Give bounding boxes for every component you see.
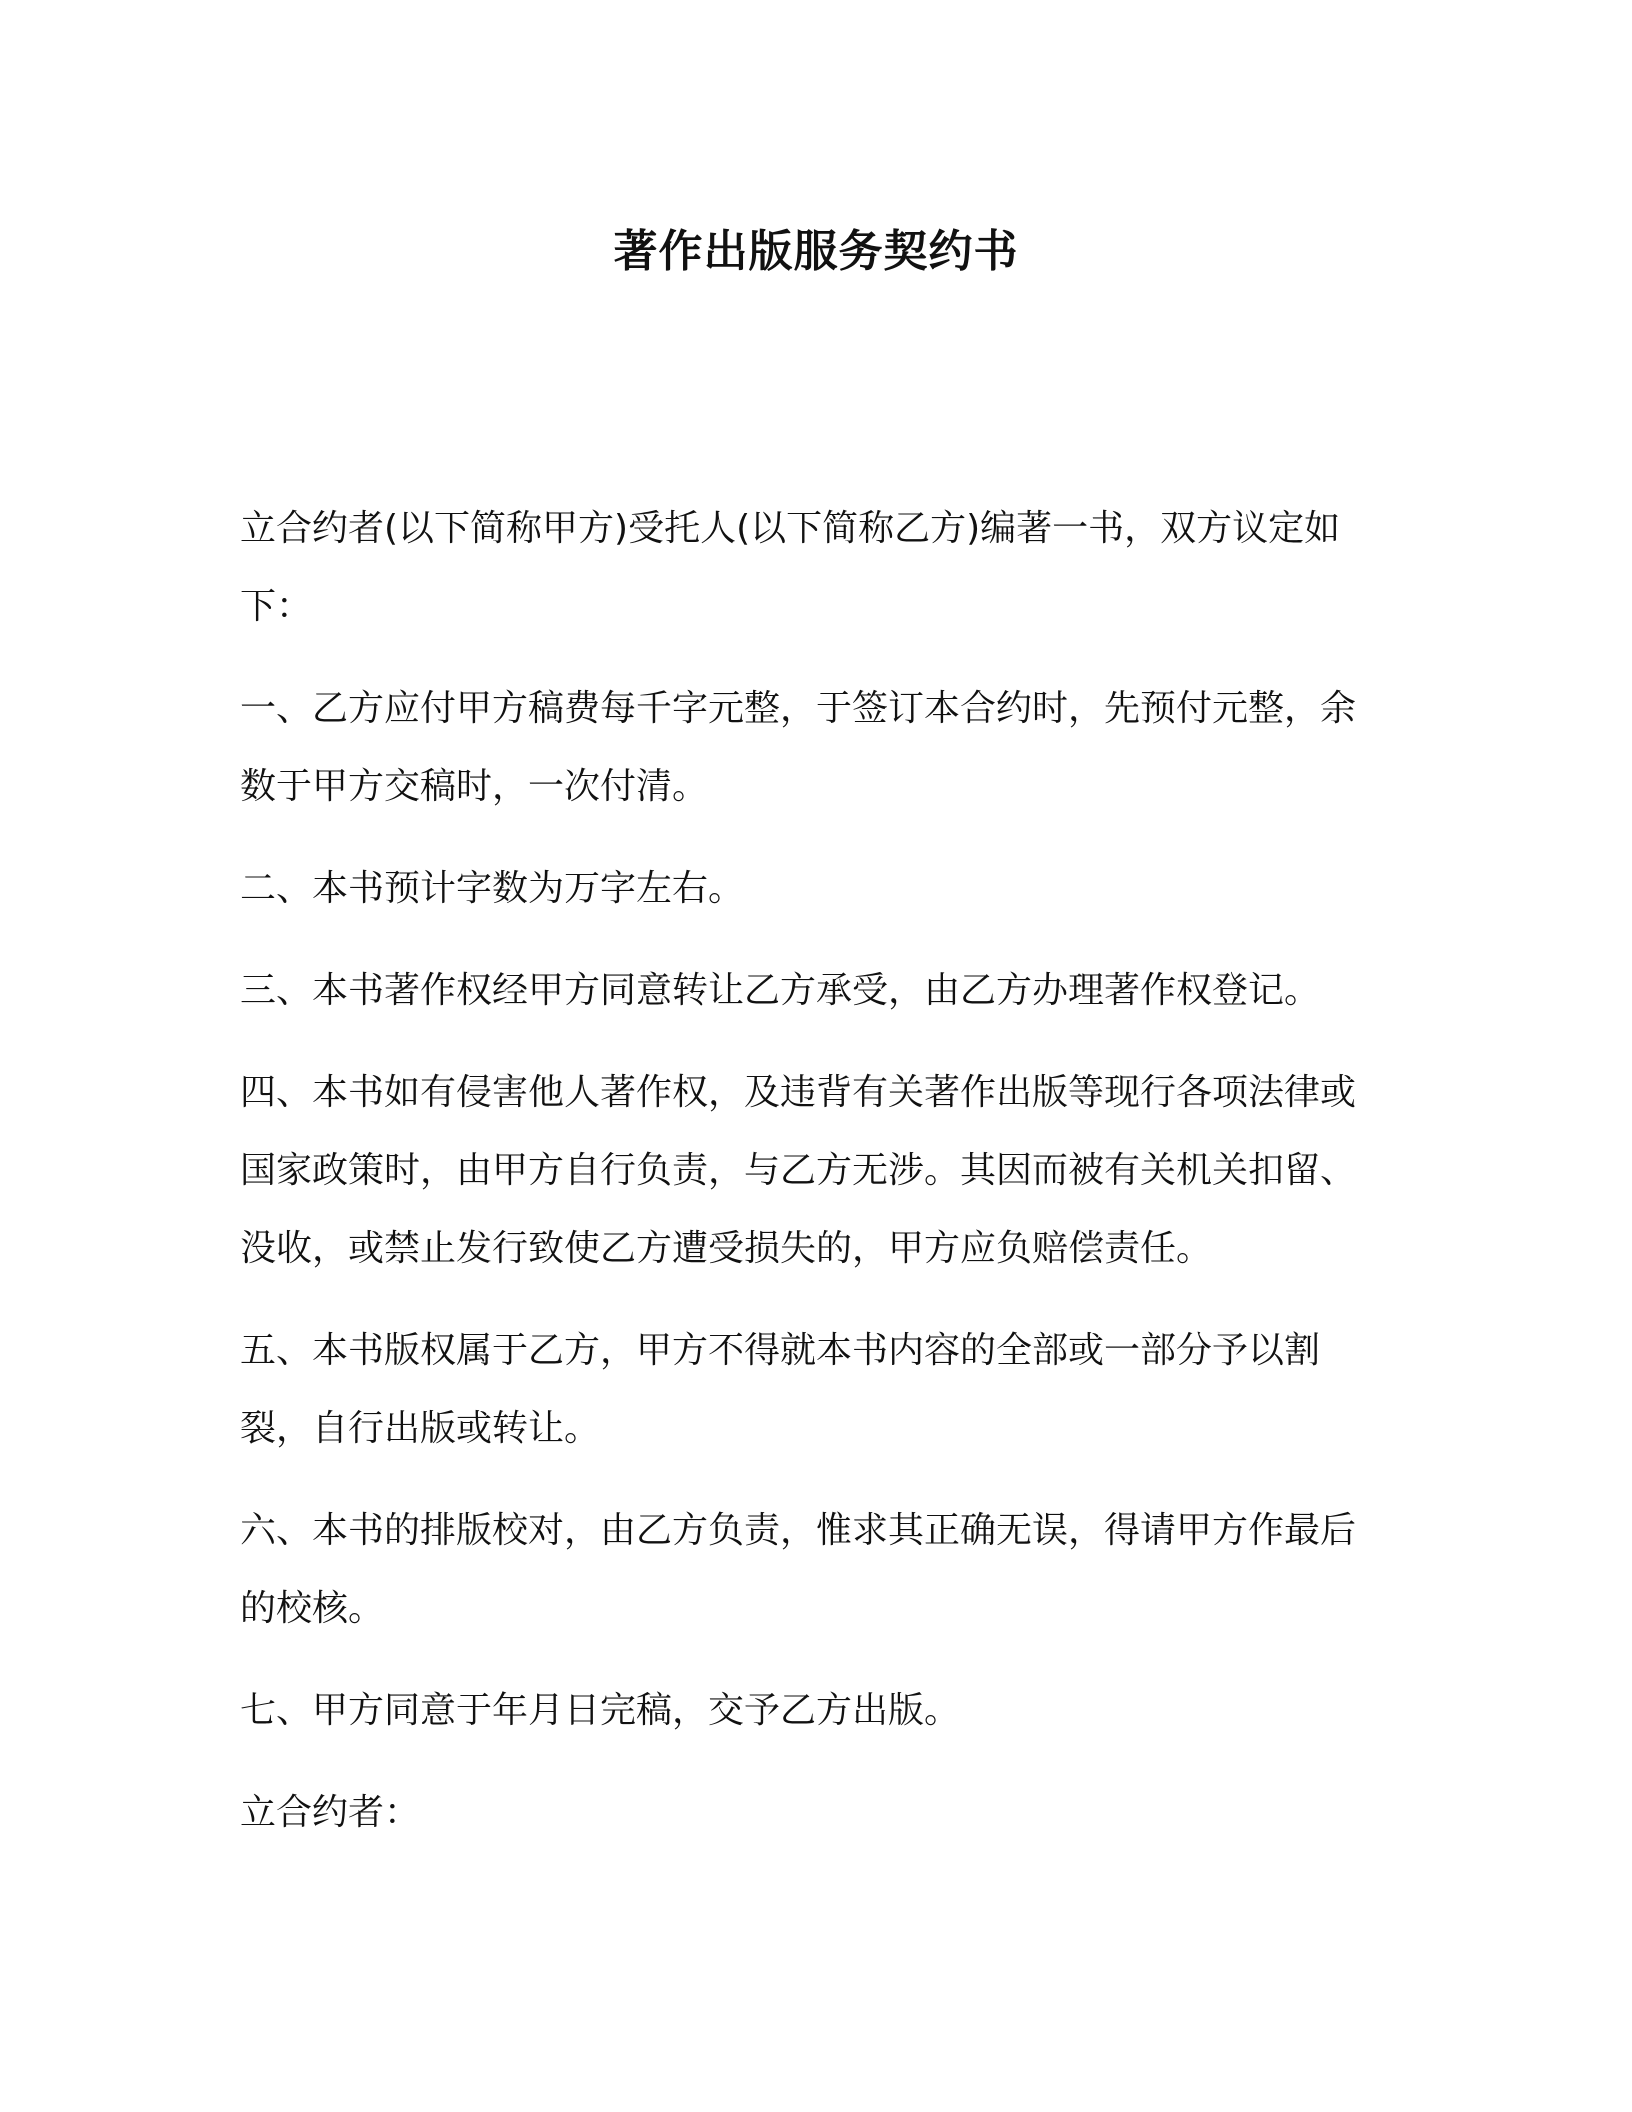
clause-1-fees: 一、乙方应付甲方稿费每千字元整，于签订本合约时，先预付元整，余数于甲方交稿时，一次付清。: [240, 688, 1357, 807]
signature-label: 立合约者：: [240, 1792, 421, 1833]
document-title: 著作出版服务契约书: [613, 226, 1019, 277]
clause-7-deadline: 七、甲方同意于年月日完稿，交予乙方出版。: [240, 1690, 961, 1731]
clause-2-word-count: 二、本书预计字数为万字左右。: [240, 868, 745, 909]
clause-4-infringement-liability: 四、本书如有侵害他人著作权，及违背有关著作出版等现行各项法律或国家政策时，由甲方自行负责，与乙方无涉。其因而被有关机关扣留、没收，或禁止发行致使乙方遭受损失的，甲方应负赔偿责任。: [240, 1072, 1357, 1269]
clause-6-proofreading: 六、本书的排版校对，由乙方负责，惟求其正确无误，得请甲方作最后的校核。: [240, 1510, 1357, 1629]
paragraph-preamble: 立合约者(以下简称甲方)受托人(以下简称乙方)编著一书，双方议定如下：: [240, 508, 1341, 627]
document-body: [240, 490, 1380, 1876]
clause-5-publishing-rights: 五、本书版权属于乙方，甲方不得就本书内容的全部或一部分予以割裂，自行出版或转让。: [240, 1330, 1321, 1449]
clause-3-copyright-transfer: 三、本书著作权经甲方同意转让乙方承受，由乙方办理著作权登记。: [240, 970, 1321, 1011]
